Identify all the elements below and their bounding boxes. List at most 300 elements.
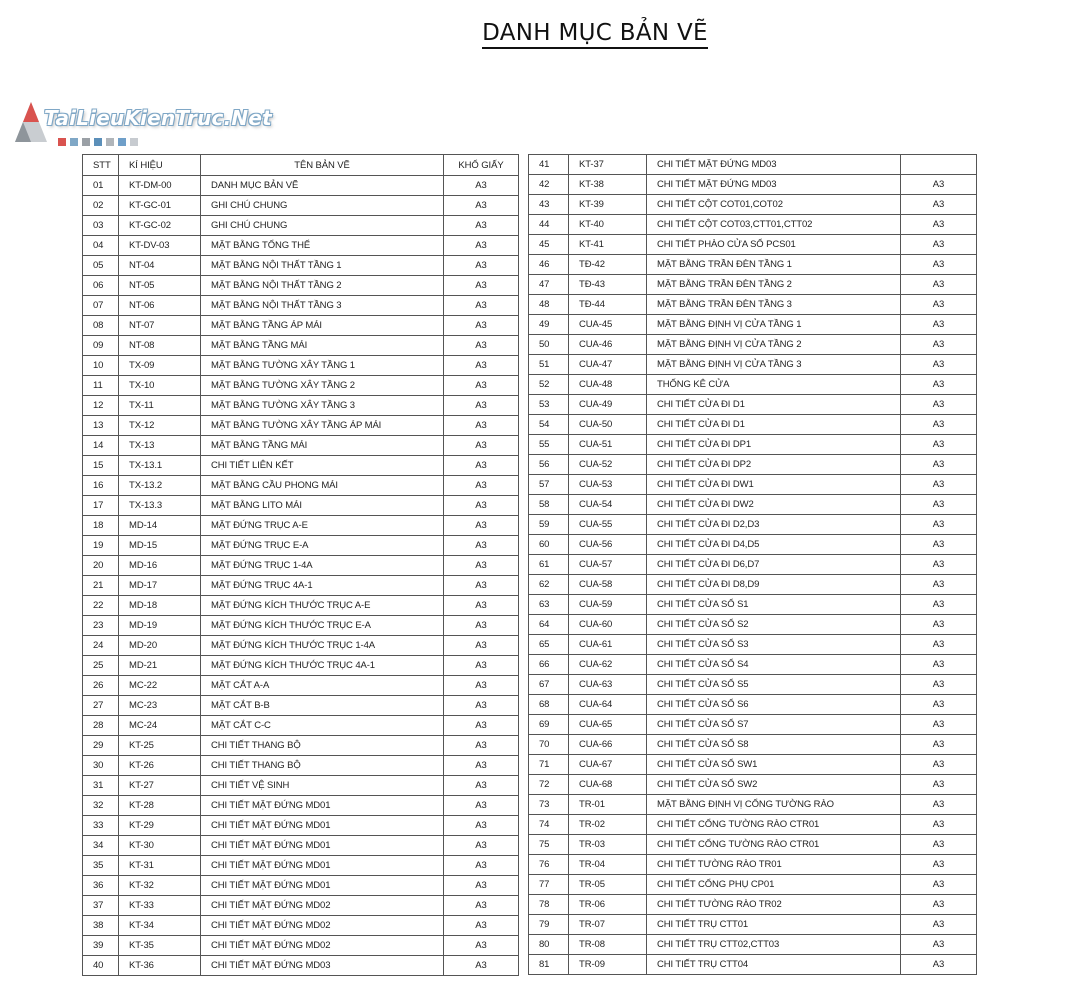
table-row [83,396,519,416]
cell-name: CHI TIẾT CỘT COT03,CTT01,CTT02 [647,215,901,235]
cell-code: TX-10 [119,376,201,396]
cell-paper: A3 [444,956,519,976]
cell-name: CHI TIẾT CỬA ĐI D1 [647,395,901,415]
cell-paper [901,155,977,175]
cell-code: CUA-51 [569,435,647,455]
cell-name: CHI TIẾT CỔNG TƯỜNG RÀO CTR01 [647,815,901,835]
cell-code: CUA-66 [569,735,647,755]
cell-code: TR-01 [569,795,647,815]
table-row [529,515,977,535]
table-row [83,276,519,296]
table-row [529,295,977,315]
cell-name: CHI TIẾT CỬA SỔ S4 [647,655,901,675]
cell-stt: 65 [529,635,569,655]
cell-stt: 55 [529,435,569,455]
cell-name: CHI TIẾT PHÀO CỬA SỔ PCS01 [647,235,901,255]
table-row [83,896,519,916]
logo-square [130,138,138,146]
cell-name: GHI CHÚ CHUNG [201,216,444,236]
cell-stt: 54 [529,415,569,435]
cell-code: CUA-60 [569,615,647,635]
cell-name: GHI CHÚ CHUNG [201,196,444,216]
cell-stt: 12 [83,396,119,416]
table-row [83,616,519,636]
cell-name: CHI TIẾT CỬA ĐI D6,D7 [647,555,901,575]
cell-paper: A3 [901,315,977,335]
cell-code: CUA-46 [569,335,647,355]
cell-code: CUA-55 [569,515,647,535]
cell-name: MẶT CẮT C-C [201,716,444,736]
table-row [83,816,519,836]
table-header-row [83,155,519,176]
cell-name: CHI TIẾT CỔNG TƯỜNG RÀO CTR01 [647,835,901,855]
cell-stt: 43 [529,195,569,215]
cell-paper: A3 [444,836,519,856]
cell-code: CUA-68 [569,775,647,795]
cell-code: KT-DM-00 [119,176,201,196]
table-row [83,876,519,896]
cell-stt: 53 [529,395,569,415]
cell-stt: 40 [83,956,119,976]
cell-code: TĐ-42 [569,255,647,275]
cell-paper: A3 [901,255,977,275]
cell-paper: A3 [901,635,977,655]
cell-paper: A3 [444,456,519,476]
cell-stt: 66 [529,655,569,675]
cell-name: CHI TIẾT CỬA ĐI D4,D5 [647,535,901,555]
cell-stt: 76 [529,855,569,875]
logo-triangle-icon [14,100,48,144]
cell-paper: A3 [444,756,519,776]
cell-paper: A3 [444,276,519,296]
cell-name: MẶT BẰNG TẦNG MÁI [201,336,444,356]
cell-paper: A3 [901,615,977,635]
table-row [529,255,977,275]
cell-name: CHI TIẾT MẶT ĐỨNG MD03 [647,155,901,175]
cell-name: CHI TIẾT CỬA SỔ SW1 [647,755,901,775]
cell-name: MẶT BẰNG TẦNG MÁI [201,436,444,456]
table-row [529,215,977,235]
cell-code: TĐ-44 [569,295,647,315]
cell-code: MD-14 [119,516,201,536]
cell-name: MẶT BẰNG CẦU PHONG MÁI [201,476,444,496]
cell-stt: 26 [83,676,119,696]
cell-paper: A3 [901,455,977,475]
cell-code: TX-11 [119,396,201,416]
cell-stt: 16 [83,476,119,496]
cell-stt: 47 [529,275,569,295]
cell-code: MD-16 [119,556,201,576]
table-row [529,375,977,395]
cell-code: KT-33 [119,896,201,916]
cell-code: NT-06 [119,296,201,316]
logo-square [82,138,90,146]
cell-code: NT-08 [119,336,201,356]
table-row [83,756,519,776]
cell-name: CHI TIẾT LIÊN KẾT [201,456,444,476]
cell-name: MẶT ĐỨNG KÍCH THƯỚC TRỤC E-A [201,616,444,636]
cell-paper: A3 [901,695,977,715]
cell-name: MẶT BẰNG TƯỜNG XÂY TẦNG 1 [201,356,444,376]
cell-stt: 44 [529,215,569,235]
cell-stt: 56 [529,455,569,475]
cell-stt: 02 [83,196,119,216]
cell-paper: A3 [901,735,977,755]
cell-paper: A3 [901,875,977,895]
cell-code: CUA-64 [569,695,647,715]
cell-code: CUA-45 [569,315,647,335]
cell-code: KT-31 [119,856,201,876]
cell-paper: A3 [901,835,977,855]
table-row [83,256,519,276]
cell-name: CHI TIẾT CỬA SỔ S6 [647,695,901,715]
cell-stt: 51 [529,355,569,375]
cell-paper: A3 [901,275,977,295]
table-row [529,555,977,575]
table-row [529,695,977,715]
cell-paper: A3 [901,195,977,215]
cell-paper: A3 [444,716,519,736]
drawing-list-table-left [82,154,519,976]
table-row [83,956,519,976]
cell-code: NT-04 [119,256,201,276]
cell-code: KT-29 [119,816,201,836]
cell-code: CUA-61 [569,635,647,655]
table-row [83,656,519,676]
cell-stt: 68 [529,695,569,715]
table-row [83,236,519,256]
cell-paper: A3 [901,935,977,955]
cell-stt: 24 [83,636,119,656]
cell-code: MC-24 [119,716,201,736]
cell-code: MD-20 [119,636,201,656]
left-table-body [83,176,519,976]
cell-code: TĐ-43 [569,275,647,295]
cell-stt: 06 [83,276,119,296]
cell-code: KT-34 [119,916,201,936]
table-row [83,356,519,376]
cell-name: MẶT BẰNG TẦNG ÁP MÁI [201,316,444,336]
cell-paper: A3 [444,616,519,636]
cell-name: CHI TIẾT MẶT ĐỨNG MD01 [201,836,444,856]
table-row [529,395,977,415]
cell-paper: A3 [901,595,977,615]
cell-stt: 07 [83,296,119,316]
cell-stt: 34 [83,836,119,856]
table-row [83,936,519,956]
cell-stt: 52 [529,375,569,395]
cell-name: CHI TIẾT MẶT ĐỨNG MD01 [201,876,444,896]
logo-square [70,138,78,146]
table-row [529,435,977,455]
cell-stt: 23 [83,616,119,636]
table-row [529,895,977,915]
cell-code: KT-25 [119,736,201,756]
cell-code: KT-37 [569,155,647,175]
cell-name: CHI TIẾT CỬA SỔ S7 [647,715,901,735]
header-code: KÍ HIỆU [119,155,201,176]
cell-name: MẶT BẰNG NỘI THẤT TẦNG 1 [201,256,444,276]
table-row [529,875,977,895]
logo-square [118,138,126,146]
header-stt: STT [83,155,119,176]
cell-stt: 59 [529,515,569,535]
table-row [529,355,977,375]
cell-name: MẶT ĐỨNG TRỤC A-E [201,516,444,536]
cell-stt: 75 [529,835,569,855]
cell-paper: A3 [444,556,519,576]
cell-name: MẶT BẰNG TRẦN ĐÈN TẦNG 1 [647,255,901,275]
table-row [83,636,519,656]
cell-name: CHI TIẾT CỬA SỔ S8 [647,735,901,755]
cell-code: CUA-63 [569,675,647,695]
drawing-list-table-right [528,154,977,975]
table-row [83,716,519,736]
table-row [529,535,977,555]
header-name: TÊN BẢN VẼ [201,155,444,176]
cell-code: CUA-67 [569,755,647,775]
cell-stt: 58 [529,495,569,515]
cell-name: MẶT ĐỨNG TRỤC E-A [201,536,444,556]
cell-stt: 71 [529,755,569,775]
cell-paper: A3 [901,655,977,675]
logo-squares [58,138,138,146]
table-row [83,176,519,196]
cell-paper: A3 [901,335,977,355]
table-row [83,556,519,576]
cell-stt: 46 [529,255,569,275]
cell-name: DANH MỤC BẢN VẼ [201,176,444,196]
cell-paper: A3 [444,516,519,536]
cell-name: CHI TIẾT MẶT ĐỨNG MD03 [647,175,901,195]
cell-paper: A3 [901,215,977,235]
cell-name: CHI TIẾT MẶT ĐỨNG MD01 [201,856,444,876]
cell-stt: 73 [529,795,569,815]
cell-stt: 27 [83,696,119,716]
cell-stt: 09 [83,336,119,356]
cell-paper: A3 [444,236,519,256]
logo-square [94,138,102,146]
cell-code: MD-15 [119,536,201,556]
cell-paper: A3 [444,396,519,416]
cell-stt: 33 [83,816,119,836]
cell-stt: 36 [83,876,119,896]
cell-name: MẶT BẰNG TƯỜNG XÂY TẦNG 2 [201,376,444,396]
cell-stt: 39 [83,936,119,956]
table-row [529,235,977,255]
cell-name: MẶT BẰNG TƯỜNG XÂY TẦNG ÁP MÁI [201,416,444,436]
cell-paper: A3 [444,196,519,216]
table-row [83,576,519,596]
cell-code: TR-07 [569,915,647,935]
cell-paper: A3 [444,496,519,516]
cell-paper: A3 [901,775,977,795]
cell-paper: A3 [444,936,519,956]
logo-square [106,138,114,146]
cell-stt: 19 [83,536,119,556]
table-row [529,755,977,775]
cell-paper: A3 [444,376,519,396]
cell-code: KT-27 [119,776,201,796]
cell-name: CHI TIẾT CỬA ĐI DP1 [647,435,901,455]
cell-stt: 42 [529,175,569,195]
cell-code: KT-38 [569,175,647,195]
cell-code: TR-09 [569,955,647,975]
cell-code: TR-04 [569,855,647,875]
cell-code: CUA-59 [569,595,647,615]
cell-code: KT-GC-01 [119,196,201,216]
cell-paper: A3 [444,916,519,936]
table-row [83,316,519,336]
table-row [83,336,519,356]
table-row [83,696,519,716]
cell-name: MẶT CẮT B-B [201,696,444,716]
table-row [529,195,977,215]
table-row [83,456,519,476]
cell-name: MẶT BẰNG ĐỊNH VỊ CỬA TẦNG 3 [647,355,901,375]
cell-code: CUA-56 [569,535,647,555]
cell-code: TR-05 [569,875,647,895]
cell-stt: 30 [83,756,119,776]
cell-stt: 67 [529,675,569,695]
cell-stt: 60 [529,535,569,555]
cell-paper: A3 [901,175,977,195]
cell-name: CHI TIẾT MẶT ĐỨNG MD01 [201,796,444,816]
logo-text: TaiLieuKienTruc.Net [44,106,272,130]
cell-paper: A3 [901,795,977,815]
cell-name: CHI TIẾT MẶT ĐỨNG MD03 [201,956,444,976]
cell-paper: A3 [444,356,519,376]
cell-code: CUA-57 [569,555,647,575]
cell-paper: A3 [444,596,519,616]
cell-name: CHI TIẾT THANG BỘ [201,736,444,756]
cell-stt: 64 [529,615,569,635]
cell-stt: 57 [529,475,569,495]
cell-paper: A3 [444,576,519,596]
cell-paper: A3 [444,816,519,836]
cell-stt: 17 [83,496,119,516]
cell-paper: A3 [901,855,977,875]
cell-code: CUA-53 [569,475,647,495]
cell-name: CHI TIẾT MẶT ĐỨNG MD02 [201,936,444,956]
cell-name: CHI TIẾT CỬA ĐI D8,D9 [647,575,901,595]
cell-code: TR-02 [569,815,647,835]
cell-paper: A3 [444,256,519,276]
cell-name: CHI TIẾT CỬA ĐI DW2 [647,495,901,515]
cell-code: TX-13 [119,436,201,456]
cell-stt: 28 [83,716,119,736]
cell-code: CUA-48 [569,375,647,395]
cell-name: MẶT BẰNG TRẦN ĐÈN TẦNG 2 [647,275,901,295]
cell-stt: 48 [529,295,569,315]
cell-name: MẶT ĐỨNG KÍCH THƯỚC TRỤC 4A-1 [201,656,444,676]
table-row [529,915,977,935]
cell-name: CHI TIẾT CỬA SỔ S3 [647,635,901,655]
cell-paper: A3 [901,515,977,535]
cell-stt: 81 [529,955,569,975]
cell-paper: A3 [444,676,519,696]
cell-code: TX-09 [119,356,201,376]
cell-paper: A3 [444,336,519,356]
cell-name: CHI TIẾT TƯỜNG RÀO TR01 [647,855,901,875]
cell-code: CUA-50 [569,415,647,435]
cell-stt: 04 [83,236,119,256]
cell-name: CHI TIẾT THANG BỘ [201,756,444,776]
cell-name: CHI TIẾT CỬA ĐI DP2 [647,455,901,475]
cell-name: CHI TIẾT CỬA SỔ S5 [647,675,901,695]
cell-code: KT-DV-03 [119,236,201,256]
cell-stt: 78 [529,895,569,915]
cell-paper: A3 [901,415,977,435]
cell-paper: A3 [444,736,519,756]
table-row [529,315,977,335]
cell-code: KT-36 [119,956,201,976]
cell-name: MẶT BẰNG NỘI THẤT TẦNG 2 [201,276,444,296]
cell-paper: A3 [901,375,977,395]
cell-code: CUA-58 [569,575,647,595]
cell-name: CHI TIẾT VỆ SINH [201,776,444,796]
table-row [83,436,519,456]
cell-code: CUA-62 [569,655,647,675]
table-row [83,296,519,316]
cell-paper: A3 [901,355,977,375]
cell-code: MC-23 [119,696,201,716]
cell-stt: 05 [83,256,119,276]
cell-code: KT-40 [569,215,647,235]
cell-code: CUA-54 [569,495,647,515]
table-row [529,635,977,655]
cell-stt: 25 [83,656,119,676]
cell-paper: A3 [901,295,977,315]
table-row [529,415,977,435]
cell-stt: 11 [83,376,119,396]
cell-name: CHI TIẾT TRỤ CTT02,CTT03 [647,935,901,955]
cell-paper: A3 [444,176,519,196]
table-row [529,575,977,595]
cell-stt: 50 [529,335,569,355]
table-row [83,836,519,856]
cell-name: MẶT BẰNG TRẦN ĐÈN TẦNG 3 [647,295,901,315]
page-title [0,20,1080,46]
cell-paper: A3 [901,235,977,255]
cell-code: MD-19 [119,616,201,636]
table-row [529,335,977,355]
table-row [83,596,519,616]
cell-paper: A3 [901,535,977,555]
cell-code: CUA-49 [569,395,647,415]
cell-stt: 45 [529,235,569,255]
cell-name: CHI TIẾT MẶT ĐỨNG MD02 [201,916,444,936]
cell-paper: A3 [444,216,519,236]
table-row [83,776,519,796]
cell-code: CUA-47 [569,355,647,375]
cell-stt: 72 [529,775,569,795]
cell-stt: 49 [529,315,569,335]
cell-name: CHI TIẾT CỬA SỔ SW2 [647,775,901,795]
cell-stt: 35 [83,856,119,876]
cell-code: MC-22 [119,676,201,696]
cell-paper: A3 [901,955,977,975]
cell-name: MẶT ĐỨNG KÍCH THƯỚC TRỤC A-E [201,596,444,616]
cell-code: NT-07 [119,316,201,336]
table-row [83,196,519,216]
cell-stt: 29 [83,736,119,756]
cell-stt: 69 [529,715,569,735]
cell-name: CHI TIẾT TRỤ CTT04 [647,955,901,975]
cell-code: KT-39 [569,195,647,215]
table-row [529,815,977,835]
cell-paper: A3 [444,856,519,876]
